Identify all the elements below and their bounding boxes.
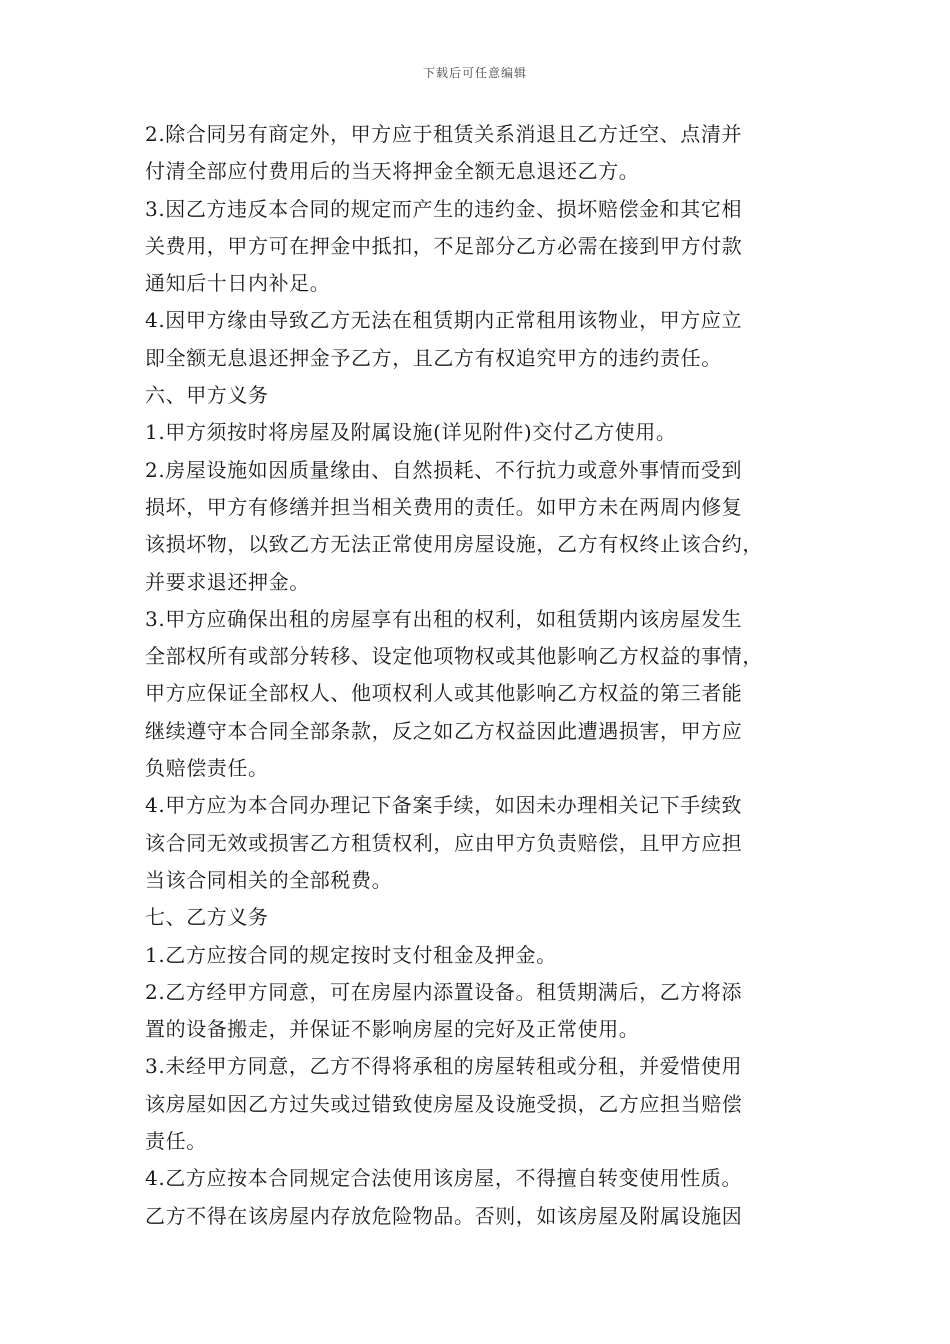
text-line: 全部权所有或部分转移、设定他项物权或其他影响乙方权益的事情， — [145, 644, 763, 669]
text-line: 付清全部应付费用后的当天将押金全额无息退还乙方。 — [145, 159, 640, 184]
text-line: 乙方不得在该房屋内存放危险物品。否则，如该房屋及附属设施因 — [145, 1203, 743, 1228]
document-body — [145, 116, 815, 1235]
text-line: 1.乙方应按合同的规定按时支付租金及押金。 — [145, 942, 557, 967]
text-line: 七、乙方义务 — [145, 905, 269, 930]
text-line: 3.因乙方违反本合同的规定而产生的违约金、损坏赔偿金和其它相 — [145, 196, 743, 221]
text-line: 2.房屋设施如因质量缘由、自然损耗、不行抗力或意外事情而受到 — [145, 457, 743, 482]
text-line: 责任。 — [145, 1129, 207, 1154]
text-line: 通知后十日内补足。 — [145, 271, 331, 296]
text-line: 该房屋如因乙方过失或过错致使房屋及设施受损，乙方应担当赔偿 — [145, 1091, 743, 1116]
text-line: 即全额无息退还押金予乙方，且乙方有权追究甲方的违约责任。 — [145, 345, 722, 370]
text-line: 4.乙方应按本合同规定合法使用该房屋，不得擅自转变使用性质。 — [145, 1166, 743, 1191]
text-line: 4.甲方应为本合同办理记下备案手续，如因未办理相关记下手续致 — [145, 793, 743, 818]
text-line: 2.乙方经甲方同意，可在房屋内添置设备。租赁期满后，乙方将添 — [145, 979, 743, 1004]
text-line: 该损坏物，以致乙方无法正常使用房屋设施，乙方有权终止该合约， — [145, 532, 763, 557]
text-line: 3.甲方应确保出租的房屋享有出租的权利，如租赁期内该房屋发生 — [145, 606, 743, 631]
text-line: 甲方应保证全部权人、他项权利人或其他影响乙方权益的第三者能 — [145, 681, 743, 706]
page-header: 下载后可任意编辑 — [422, 66, 527, 80]
text-line: 继续遵守本合同全部条款，反之如乙方权益因此遭遇损害，甲方应 — [145, 718, 743, 743]
text-line: 负赔偿责任。 — [145, 756, 269, 781]
text-line: 六、甲方义务 — [145, 383, 269, 408]
text-line: 置的设备搬走，并保证不影响房屋的完好及正常使用。 — [145, 1017, 640, 1042]
text-line: 4.因甲方缘由导致乙方无法在租赁期内正常租用该物业，甲方应立 — [145, 308, 743, 333]
text-line: 3.未经甲方同意，乙方不得将承租的房屋转租或分租，并爱惜使用 — [145, 1054, 743, 1079]
text-line: 当该合同相关的全部税费。 — [145, 867, 393, 892]
text-line: 关费用，甲方可在押金中抵扣，不足部分乙方必需在接到甲方付款 — [145, 233, 743, 258]
text-line: 该合同无效或损害乙方租赁权利，应由甲方负责赔偿，且甲方应担 — [145, 830, 743, 855]
text-line: 并要求退还押金。 — [145, 569, 310, 594]
text-line: 1.甲方须按时将房屋及附属设施(详见附件)交付乙方使用。 — [145, 420, 677, 445]
text-line: 损坏，甲方有修缮并担当相关费用的责任。如甲方未在两周内修复 — [145, 494, 743, 519]
text-line: 2.除合同另有商定外，甲方应于租赁关系消退且乙方迁空、点清并 — [145, 122, 743, 146]
